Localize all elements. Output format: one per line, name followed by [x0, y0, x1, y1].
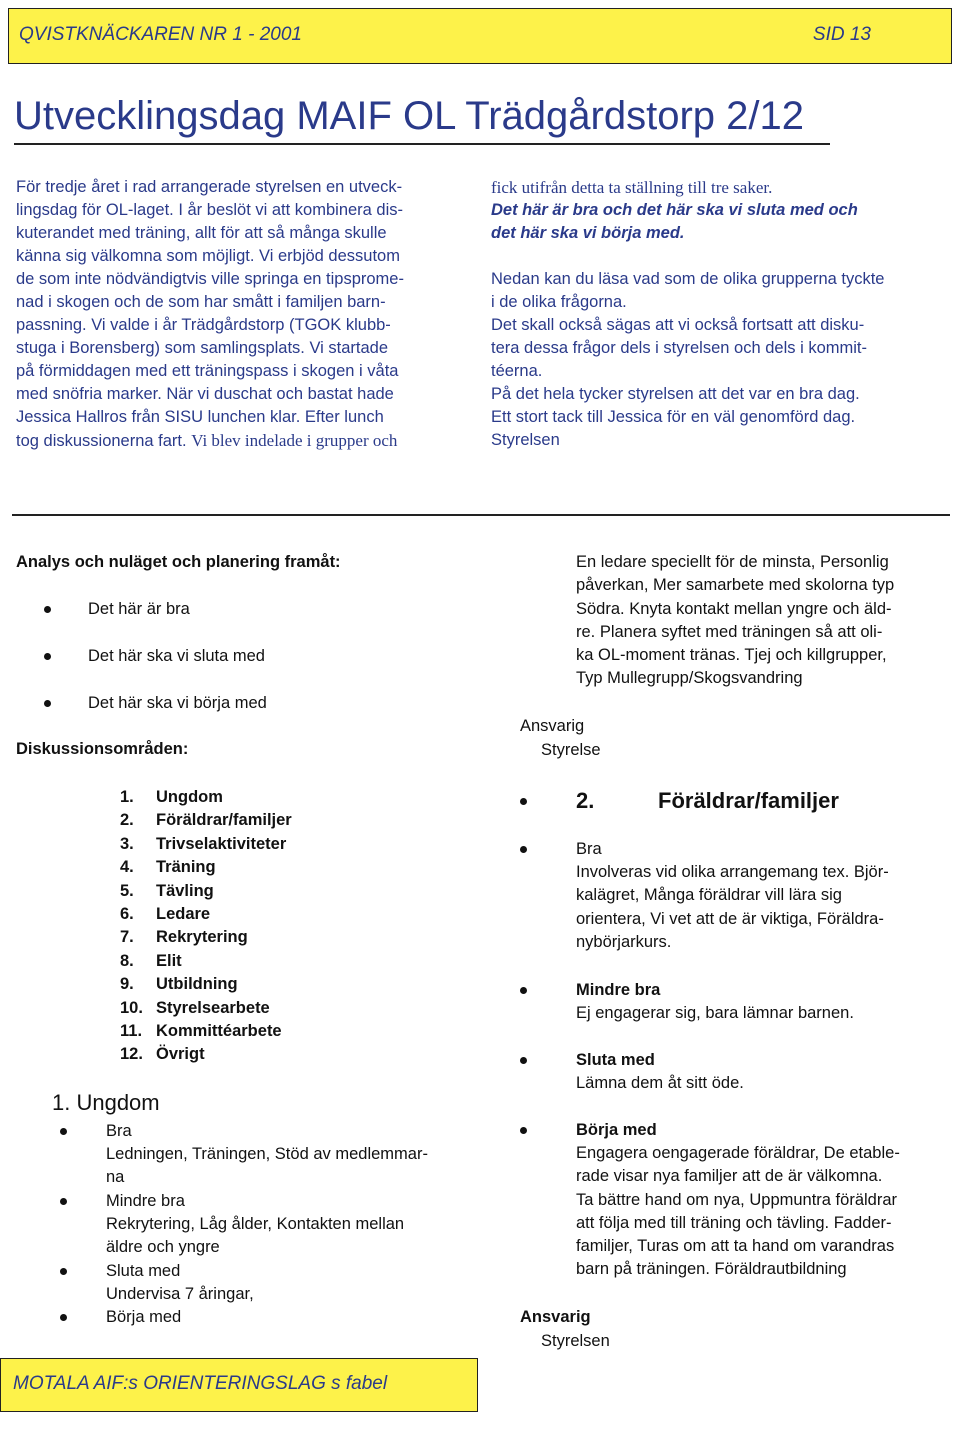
discussion-areas-list — [120, 786, 292, 1067]
intro-line — [16, 429, 456, 453]
text-line: Ta bättre hand om nya, Uppmuntra föräldrar — [576, 1190, 898, 1209]
bullet-label: Mindre bra — [106, 1192, 185, 1210]
intro-line-part-serif: Vi blev indelade i grupper och — [191, 431, 398, 450]
item-number: 6. — [120, 904, 134, 923]
item-label: Tävling — [156, 881, 214, 900]
item-number: 7. — [120, 928, 134, 947]
header-bar — [8, 8, 952, 64]
intro-right-line: fick utifrån detta ta ställning till tre saker. — [491, 178, 773, 197]
list-item — [120, 926, 292, 949]
intro-right-line: téerna. — [491, 362, 543, 380]
foraldrar-mindre-text: Ej engagerar sig, bara lämnar barnen. — [576, 1004, 854, 1022]
bullet-label: Bra — [576, 840, 602, 858]
item-number: 11. — [120, 1021, 143, 1040]
bullet-label: Börja med — [576, 1121, 657, 1139]
intro-line: med snöfria marker. När vi duschat och bastat hade — [16, 385, 394, 403]
intro-line: passning. Vi valde i år Trädgårdstorp (TGOK klubb- — [16, 316, 391, 334]
text-line: orientera, Vi vet att de är viktiga, Föräldra- — [576, 909, 884, 928]
intro-left-column — [16, 176, 456, 453]
item-number: 4. — [120, 858, 134, 877]
item-number: 10. — [120, 998, 143, 1017]
text-line: äldre och yngre — [106, 1238, 220, 1257]
intro-right-line: Det skall också sägas att vi också fortsatt att disku- — [491, 316, 865, 334]
foraldrar-bra-text — [576, 861, 889, 954]
analys-heading: Analys och nuläget och planering framåt: — [16, 553, 341, 571]
intro-line: Jessica Hallros från SISU lunchen klar. Efter lunch — [16, 408, 384, 426]
bullet-icon — [60, 1268, 67, 1275]
bullet-label: Mindre bra — [576, 981, 661, 999]
text-line: att följa med till träning och tävling. Fadder- — [576, 1213, 892, 1232]
intro-line: För tredje året i rad arrangerade styrelsen en utveck- — [16, 178, 403, 196]
text-line: ka OL-moment tränas. Tjej och killgrupper, — [576, 646, 887, 665]
foraldrar-ansvarig-label: Ansvarig — [520, 1308, 591, 1326]
list-item — [120, 1020, 292, 1043]
list-item — [120, 880, 292, 903]
article-title: Utvecklingsdag MAIF OL Trädgårdstorp 2/12 — [14, 94, 830, 145]
diskussion-heading: Diskussionsområden: — [16, 740, 189, 758]
text-line: Typ Mullegrupp/Skogsvandring — [576, 669, 803, 688]
bullet-text: Det här ska vi sluta med — [88, 647, 265, 665]
intro-line: nad i skogen och de som har smått i familjen barn- — [16, 293, 386, 311]
bullet-label: Sluta med — [576, 1051, 655, 1069]
item-label: Trivselaktiviteter — [156, 834, 287, 853]
list-item — [120, 903, 292, 926]
item-number: 2. — [120, 811, 134, 830]
intro-line: kuterandet med träning, allt för att så många skulle — [16, 224, 387, 242]
item-number: 5. — [120, 881, 134, 900]
footer-bar — [0, 1358, 478, 1412]
ansvarig-label: Ansvarig — [520, 717, 585, 735]
item-number: 8. — [120, 951, 134, 970]
intro-line: på förmiddagen med ett träningspass i skogen i våta — [16, 362, 399, 380]
bullet-text: Det här är bra — [88, 600, 190, 618]
intro-right-line: Nedan kan du läsa vad som de olika grupperna tyckte — [491, 270, 885, 288]
item-number: 3. — [120, 834, 134, 853]
item-label: Ungdom — [156, 788, 223, 806]
intro-right-column — [491, 176, 951, 452]
emphasis-line: Det här är bra och det här ska vi sluta med och — [491, 201, 858, 219]
bullet-label: Bra — [106, 1122, 132, 1140]
section-heading: Föräldrar/familjer — [658, 788, 839, 813]
bullet-icon — [520, 846, 527, 853]
text-line: re. Planera syftet med träningen så att oli- — [576, 622, 883, 641]
intro-line: lingsdag för OL-laget. I år beslöt vi att kombinera dis- — [16, 201, 404, 219]
intro-line-part: tog diskussionerna fart. — [16, 432, 187, 450]
text-line: kalägret, Många föräldrar vill lära sig — [576, 886, 842, 905]
intro-right-line: i de olika frågorna. — [491, 293, 627, 311]
intro-right-line: Ett stort tack till Jessica för en väl genomförd dag. — [491, 408, 856, 426]
ungdom-mindre-text — [106, 1213, 404, 1260]
signature: Styrelsen — [491, 431, 560, 449]
text-line: påverkan, Mer samarbete med skolorna typ — [576, 576, 895, 595]
item-number: 1. — [120, 788, 134, 806]
item-number: 9. — [120, 975, 134, 994]
list-item — [120, 997, 292, 1020]
item-label: Träning — [156, 858, 216, 877]
foraldrar-borja-text — [576, 1142, 900, 1282]
item-label: Utbildning — [156, 975, 238, 994]
bullet-icon — [520, 798, 527, 805]
bullet-icon — [520, 1127, 527, 1134]
list-item — [120, 973, 292, 996]
text-line: na — [106, 1168, 125, 1187]
item-label: Föräldrar/familjer — [156, 811, 292, 830]
ungdom-bra-text — [106, 1143, 428, 1190]
section-divider — [12, 514, 950, 516]
list-item — [120, 1043, 292, 1066]
item-label: Rekrytering — [156, 928, 248, 947]
footer-text: MOTALA AIF:s ORIENTERINGSLAG s fabel — [13, 1373, 388, 1394]
bullet-icon — [44, 700, 51, 707]
bullet-label: Sluta med — [106, 1262, 181, 1280]
ungdom-heading: 1. Ungdom — [52, 1090, 160, 1115]
ungdom-sluta-text: Undervisa 7 åringar, — [106, 1285, 254, 1303]
bullet-icon — [44, 653, 51, 660]
item-label: Övrigt — [156, 1045, 205, 1064]
bullet-icon — [60, 1128, 67, 1135]
intro-line: känna sig välkomna som möjligt. Vi erbjöd dessutom — [16, 247, 400, 265]
text-line: Ledningen, Träningen, Stöd av medlemmar- — [106, 1145, 428, 1163]
page-number: SID 13 — [812, 24, 871, 45]
bullet-icon — [60, 1314, 67, 1321]
item-label: Ledare — [156, 904, 211, 923]
foraldrar-ansvarig-name: Styrelsen — [541, 1332, 610, 1350]
section-number: 2. — [576, 788, 595, 813]
list-item — [120, 786, 292, 809]
bullet-text: Det här ska vi börja med — [88, 694, 267, 712]
text-line: En ledare speciellt för de minsta, Personlig — [576, 553, 889, 571]
intro-line: stuga i Borensberg) som samlingsplats. Vi startade — [16, 339, 389, 357]
intro-right-line: tera dessa frågor dels i styrelsen och dels i kommit- — [491, 339, 867, 357]
magazine-issue: QVISTKNÄCKAREN NR 1 - 2001 — [19, 24, 302, 45]
item-number: 12. — [120, 1045, 143, 1064]
item-label: Styrelsearbete — [156, 998, 270, 1017]
bullet-icon — [520, 1057, 527, 1064]
text-line: rade visar nya familjer att de är välkomna. — [576, 1167, 883, 1186]
intro-right-line: På det hela tycker styrelsen att det var en bra dag. — [491, 385, 860, 403]
list-item — [120, 833, 292, 856]
ansvarig-name: Styrelse — [541, 741, 601, 759]
bullet-label: Börja med — [106, 1308, 182, 1326]
ungdom-borja-text — [576, 551, 894, 691]
text-line: Södra. Knyta kontakt mellan yngre och äld- — [576, 599, 892, 618]
list-item — [120, 856, 292, 879]
list-item — [120, 809, 292, 832]
text-line: barn på träningen. Föräldrautbildning — [576, 1260, 847, 1279]
text-line: Rekrytering, Låg ålder, Kontakten mellan — [106, 1215, 405, 1233]
item-label: Kommittéarbete — [156, 1021, 282, 1040]
item-label: Elit — [156, 951, 182, 970]
emphasis-line: det här ska vi börja med. — [491, 224, 685, 242]
foraldrar-sluta-text: Lämna dem åt sitt öde. — [576, 1074, 744, 1092]
text-line: familjer, Turas om att ta hand om varandras — [576, 1237, 895, 1256]
text-line: Involveras vid olika arrangemang tex. Björ- — [576, 863, 889, 881]
text-line: Engagera oengagerade föräldrar, De etable- — [576, 1144, 900, 1162]
bullet-icon — [60, 1198, 67, 1205]
list-item — [120, 950, 292, 973]
text-line: nybörjarkurs. — [576, 932, 672, 951]
bullet-icon — [520, 987, 527, 994]
bullet-icon — [44, 606, 51, 613]
intro-line: de som inte nödvändigtvis ville springa en tipsprome- — [16, 270, 404, 288]
